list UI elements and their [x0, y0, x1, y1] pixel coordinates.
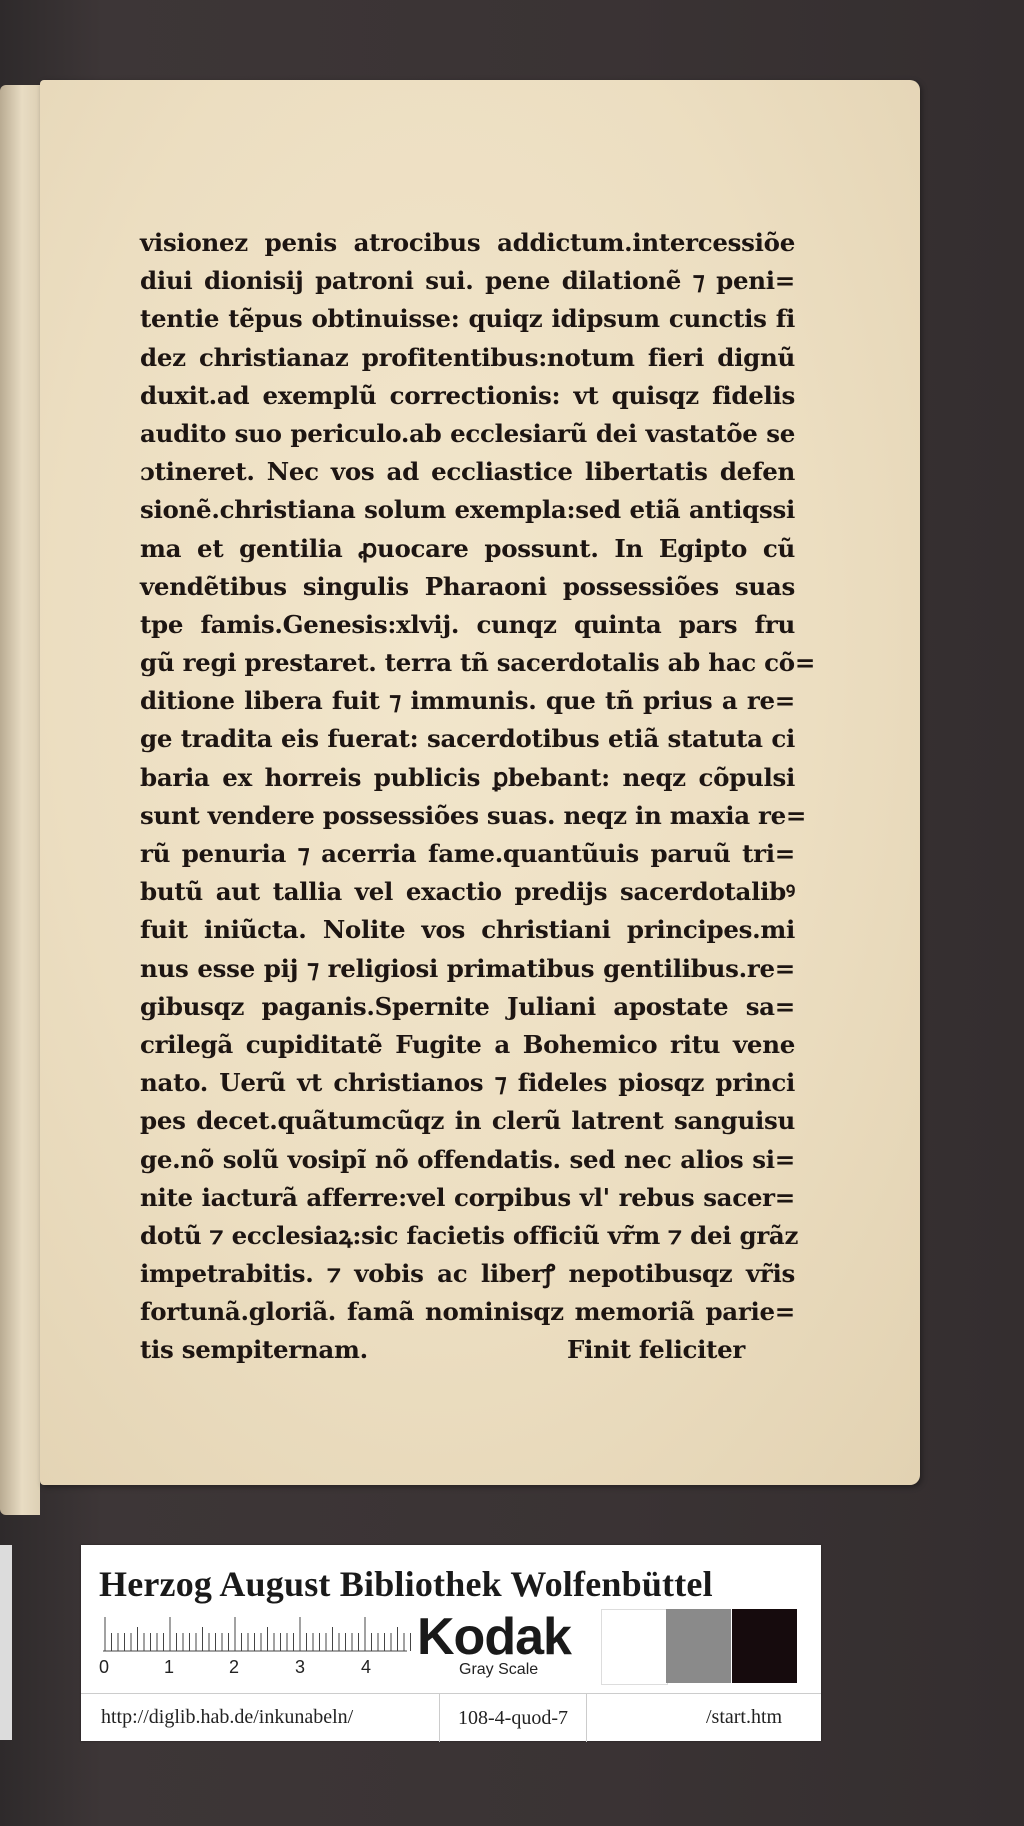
text-line: audito suo periculo.ab ecclesiarũ dei vastatõe se — [140, 418, 795, 448]
text-line: tis sempiternam. — [140, 1335, 368, 1365]
text-line: fortunã.gloriã. famã nominisqz memoriã parie= — [140, 1297, 795, 1327]
text-line: baria ex horreis publicis ꝑbebant: neqz cõpulsi — [140, 762, 795, 792]
text-line: tpe famis.Genesis:xlvij. cunqz quinta pars fru — [140, 609, 795, 639]
text-line: ge.nõ solũ vosipĩ nõ offendatis. sed nec alios si= — [140, 1144, 795, 1174]
text-line: fuit iniũcta. Nolite vos christiani principes.mi — [140, 915, 795, 945]
gray-swatch-white — [601, 1609, 668, 1685]
ruler-number: 2 — [229, 1657, 240, 1677]
text-line: ma et gentilia ꝓuocare possunt. In Egipto cũ — [140, 533, 795, 563]
text-line: pes decet.quãtumcũqz in clerũ latrent sanguisu — [140, 1106, 795, 1136]
text-line: nato. Uerũ vt christianos ⁊ fideles piosqz princi — [140, 1068, 795, 1098]
facing-page-edge — [0, 85, 40, 1515]
text-line: visionez penis atrocibus addictum.intercessiõe — [140, 228, 795, 257]
text-line: sunt vendere possessiões suas. neqz in maxia re= — [140, 800, 807, 830]
url-base: http://diglib.hab.de/inkunabeln/ — [101, 1706, 354, 1728]
text-line: tentie tẽpus obtinuisse: quiqz idipsum cunctis fi — [140, 304, 795, 334]
gray-swatch-black — [732, 1609, 797, 1683]
ruler-number: 4 — [361, 1657, 372, 1677]
ruler-number: 3 — [295, 1657, 306, 1677]
text-line: dez christianaz profitentibus:notum fieri dignũ — [140, 342, 795, 372]
text-line: ditione libera fuit ⁊ immunis. que tñ prius a re= — [140, 686, 795, 716]
text-line: diui dionisij patroni sui. pene dilationẽ ⁊ peni= — [140, 266, 795, 296]
gray-scale-label: Gray Scale — [459, 1661, 539, 1678]
ruler-number: 1 — [164, 1657, 175, 1677]
final-line — [140, 1331, 795, 1369]
shelfmark: 108-4-quod-7 — [439, 1694, 587, 1742]
library-name: Herzog August Bibliothek Wolfenbüttel — [99, 1564, 713, 1604]
text-line: gibusqz paganis.Spernite Juliani apostate sa= — [140, 991, 795, 1021]
kodak-logo: Kodak — [417, 1608, 571, 1666]
url-row — [81, 1693, 821, 1742]
text-line: ge tradita eis fuerat: sacerdotibus etiã statuta ci — [140, 724, 795, 754]
text-line: dotũ ⁊ ecclesiaꝝ:sic facietis officiũ vr̃m ⁊ dei grãz — [140, 1220, 799, 1250]
text-line: butũ aut tallia vel exactio predijs sacerdotalibꝰ — [140, 877, 795, 907]
ruler-number: 0 — [99, 1657, 110, 1677]
measurement-ruler — [101, 1611, 411, 1653]
colophon-finit: Finit feliciter — [567, 1335, 745, 1365]
kodak-gray-scale-card — [81, 1545, 821, 1741]
gray-swatch-mid — [666, 1609, 731, 1683]
text-line: impetrabitis. ⁊ vobis ac liberꝭ nepotibusqz vr̃is — [140, 1259, 795, 1289]
text-line: sionẽ.christiana solum exempla:sed etiã antiqssi — [140, 495, 795, 525]
text-line: vendẽtibus singulis Pharaoni possessiões suas — [140, 571, 795, 601]
text-line: nite iacturã afferre:vel corpibus vl' rebus sacer= — [140, 1182, 795, 1212]
text-line: duxit.ad exemplũ correctionis: vt quisqz fidelis — [140, 380, 795, 410]
text-line: crilegã cupiditatẽ Fugite a Bohemico ritu vene — [140, 1029, 795, 1059]
text-line: ɔtineret. Nec vos ad eccliastice libertatis defen — [140, 457, 795, 487]
url-page: /start.htm — [706, 1706, 783, 1728]
text-line: rũ penuria ⁊ acerria fame.quantũuis paruũ tri= — [140, 839, 795, 868]
adjacent-card-edge — [0, 1545, 12, 1740]
text-line: nus esse pij ⁊ religiosi primatibus gentilibus.re= — [140, 953, 795, 983]
printed-text-block — [140, 224, 816, 1370]
text-line: gũ regi prestaret. terra tñ sacerdotalis ab hac cõ= — [140, 648, 816, 678]
